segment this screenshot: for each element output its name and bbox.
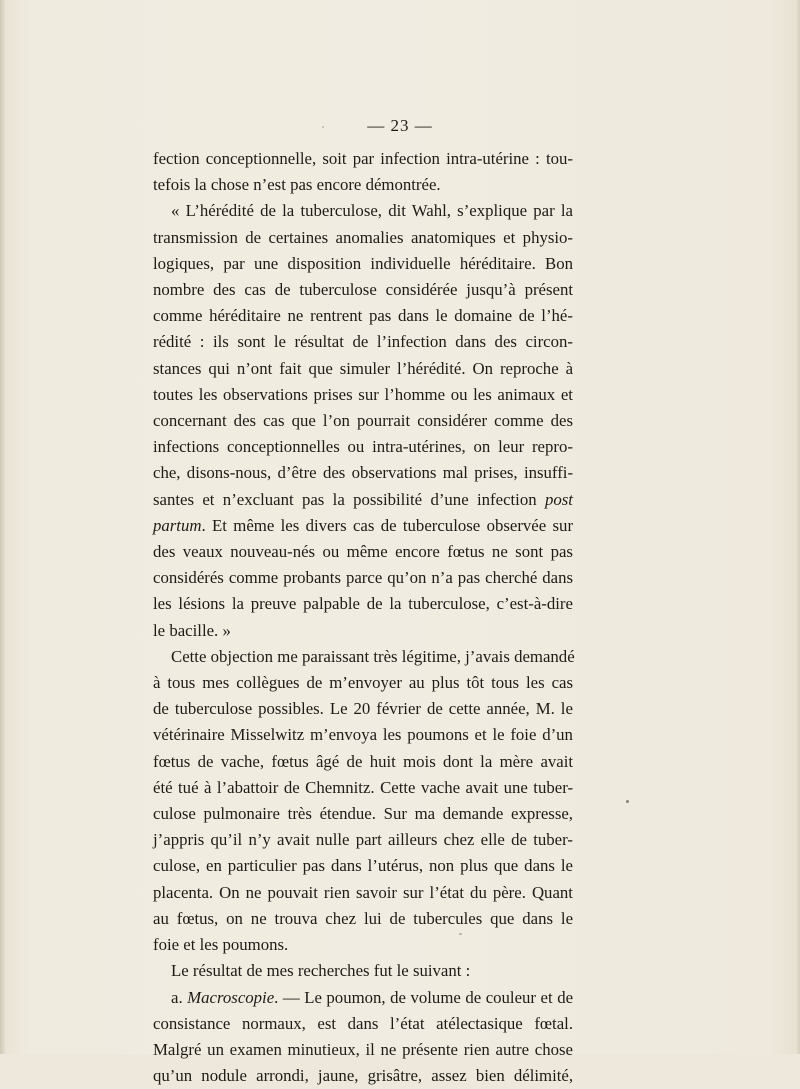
- text-line: culose pulmonaire très étendue. Sur ma demande expresse,: [153, 804, 574, 824]
- text-line: des veaux nouveau-nés ou même encore fœtus ne sont pas: [153, 542, 573, 562]
- text-line: foie et les poumons.: [153, 935, 289, 955]
- text-line: « L’hérédité de la tuberculose, dit Wahl, s’explique par la: [171, 201, 574, 221]
- text-line: au fœtus, on ne trouva chez lui de tubercules que dans le: [153, 908, 574, 928]
- text-line: transmission de certaines anomalies anatomiques et physio-: [153, 227, 574, 247]
- text-line: de tuberculose possibles. Le 20 février de cette année, M. le: [153, 699, 573, 719]
- text-line: j’appris qu’il n’y avait nulle part ailleurs chez elle de tuber-: [153, 830, 573, 850]
- text-line: partum. Et même les divers cas de tuberculose observée sur: [153, 515, 574, 535]
- text-line: santes et n’excluant pas la possibilité d’une infection post: [153, 489, 573, 509]
- text-line: stances qui n’ont fait que simuler l’hérédité. On reproche à: [153, 358, 574, 378]
- text-line: consistance normaux, est dans l’état atélectasique fœtal.: [153, 1013, 574, 1033]
- italic-term: partum: [153, 515, 202, 535]
- text-line: fection conceptionnelle, soit par infection intra-utérine : tou-: [153, 149, 574, 168]
- text-line: tefois la chose n’est pas encore démontrée.: [153, 175, 441, 195]
- text-line: Malgré un examen minutieux, il ne présente rien autre chose: [153, 1039, 573, 1059]
- text-line: toutes les observations prises sur l’homme ou les animaux et: [153, 384, 573, 404]
- text-line: infections conceptionnelles ou intra-utérines, on leur repro-: [153, 437, 573, 457]
- text-line: fœtus de vache, fœtus âgé de huit mois dont la mère avait: [153, 751, 574, 771]
- italic-term: Macroscopie: [187, 987, 275, 1007]
- text-line: considérés comme probants parce qu’on n’a pas cherché dans: [153, 568, 574, 588]
- text-line: le bacille. »: [153, 620, 231, 640]
- text-line: été tué à l’abattoir de Chemnitz. Cette vache avait une tuber-: [153, 777, 574, 797]
- text-line: concernant des cas que l’on pourrait considérer comme des: [153, 411, 573, 431]
- text-line: à tous mes collègues de m’envoyer au plus tôt tous les cas: [153, 673, 573, 693]
- text-line: vétérinaire Misselwitz m’envoya les poumons et le foie d’un: [153, 725, 573, 745]
- text-line: Cette objection me paraissant très légitime, j’avais demandé: [171, 646, 575, 666]
- text-line: Le résultat de mes recherches fut le suivant :: [171, 961, 471, 981]
- page-number: — 23 —: [367, 116, 433, 135]
- paper-speck: [322, 126, 324, 128]
- paper-speck: [459, 933, 462, 935]
- body-text: [153, 146, 573, 1089]
- text-line: che, disons-nous, d’être des observations mal prises, insuffi-: [153, 463, 574, 483]
- text-line: placenta. On ne pouvait rien savoir sur l’état du père. Quant: [153, 882, 573, 902]
- page-right-shadow: [796, 0, 800, 1054]
- text-line: rédité : ils sont le résultat de l’infection dans des circon-: [153, 332, 573, 352]
- text-line: qu’un nodule arrondi, jaune, grisâtre, assez bien délimité,: [153, 1066, 574, 1086]
- page-left-shadow: [0, 0, 6, 1054]
- text-line: logiques, par une disposition individuelle héréditaire. Bon: [153, 253, 573, 273]
- text-line: a. Macroscopie. — Le poumon, de volume de couleur et de: [171, 987, 574, 1007]
- text-line: comme héréditaire ne rentrent pas dans le domaine de l’hé-: [153, 306, 573, 326]
- text-line: culose, en particulier pas dans l’utérus, non plus que dans le: [153, 856, 573, 876]
- paper-speck: [626, 800, 629, 803]
- text-line: les lésions la preuve palpable de la tuberculose, c’est-à-dire: [153, 594, 573, 614]
- text-line: nombre des cas de tuberculose considérée jusqu’à présent: [153, 280, 574, 300]
- italic-term: post: [544, 489, 573, 509]
